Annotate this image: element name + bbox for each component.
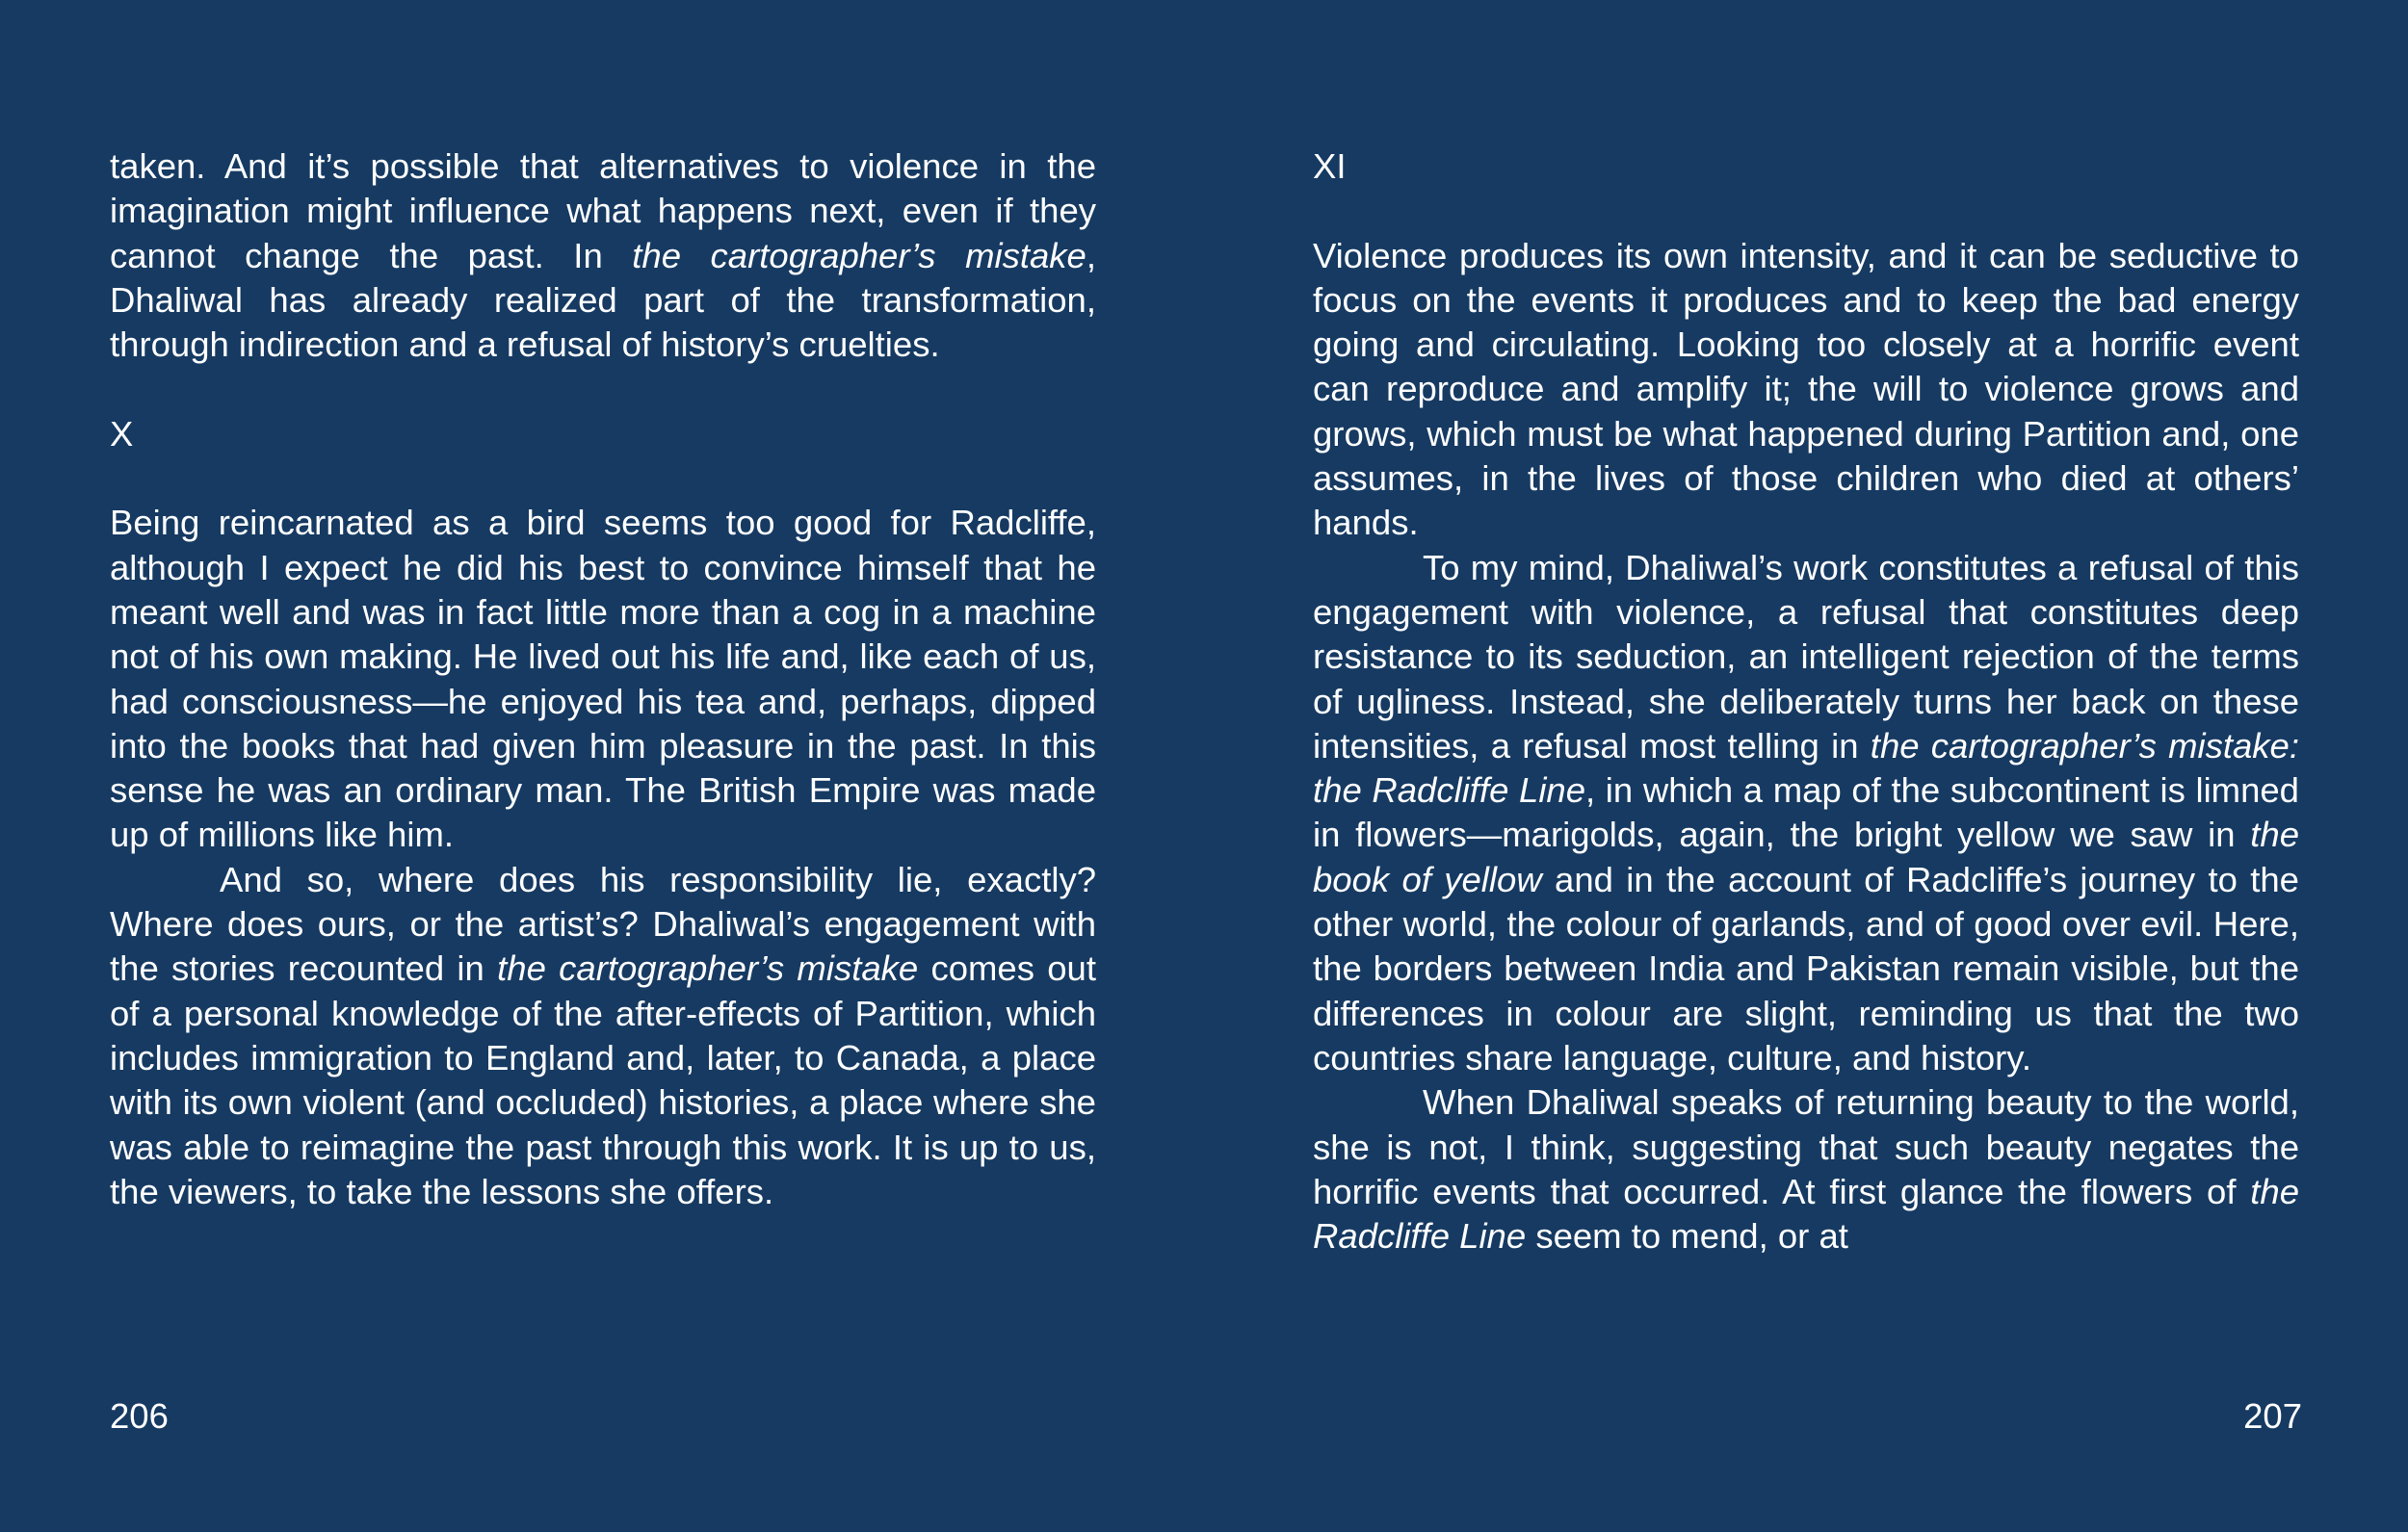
page-number-left: 206 — [110, 1396, 169, 1436]
text-run: To my mind, Dhaliwal’s work constitutes a refusal of this engagement with violence, a refusal that constitutes deep resistance to its seduction, an intelligent rejection of the terms of ugliness. Instead, she deliberately turns her back on these intensities, a refusal most telling in — [1313, 547, 2299, 766]
right-paragraph-1: Violence produces its own intensity, and it can be seductive to focus on the events it produces and to keep the bad energy going and circulating. Looking too closely at a horrific event can reproduce and amplify it; the will to violence grows and grows, which must be what happened during Partition and, one assumes, in the lives of those children who died at others’ hands. — [1313, 235, 2299, 543]
text-run: , Dhaliwal has already realized part of the transformation, through indirection and a refusal of history’s cruelties. — [110, 235, 1096, 365]
right-page — [1313, 144, 2299, 1259]
spacer — [110, 367, 1096, 411]
italic-title: the cartographer’s mistake: the Radcliffe Line — [1313, 725, 2299, 811]
italic-title: the Radcliffe Line — [1313, 1171, 2299, 1257]
text-run: When Dhaliwal speaks of returning beauty to the world, she is not, I think, suggesting that such beauty negates the horrific events that occurred. At first glance the flowers of — [1313, 1082, 2299, 1211]
section-heading-x: X — [110, 413, 134, 454]
section-heading-xi: XI — [1313, 146, 1347, 186]
text-run: comes out of a personal knowledge of the after-effects of Partition, which includes immigration to England and, later, to Canada, a place with its own violent (and occluded) histories, a place where she was able to reimagine the past through this work. It is up to us, the viewers, to take the lessons she offers. — [110, 948, 1096, 1211]
text-run: seem to mend, or at — [1526, 1216, 1848, 1257]
right-paragraph-3 — [1313, 1080, 2299, 1259]
text-run: and in the account of Radcliffe’s journey to the other world, the colour of garlands, and of good over evil. Here, the borders between India and Pakistan remain visible, but the differences in colour are slight, reminding us that the two countries share language, culture, and history. — [1313, 859, 2299, 1078]
page-number-right: 207 — [2243, 1396, 2302, 1436]
spacer — [1313, 189, 2299, 233]
text-run: And so, where does his responsibility lie, exactly? Where does ours, or the artist’s? Dhaliwal’s engagement with the stories recounted in — [110, 859, 1096, 989]
italic-title: the book of yellow — [1313, 815, 2299, 899]
italic-title: the cartographer’s mistake — [632, 235, 1086, 275]
right-paragraph-2 — [1313, 546, 2299, 1081]
left-page — [110, 144, 1096, 1214]
left-paragraph-2: Being reincarnated as a bird seems too good for Radcliffe, although I expect he did his best to convince himself that he meant well and was in fact little more than a cog in a machine not of his own making. He lived out his life and, like each of us, had consciousness—he enjoyed his tea and, perhaps, dipped into the books that had given him pleasure in the past. In this sense he was an ordinary man. The British Empire was made up of millions like him. — [110, 503, 1096, 855]
italic-title: the cartographer’s mistake — [497, 948, 919, 989]
text-run: taken. And it’s possible that alternatives to violence in the imagination might influence what happens next, even if they cannot change the past. In — [110, 146, 1096, 275]
spacer — [110, 456, 1096, 501]
left-paragraph-1 — [110, 144, 1096, 367]
text-run: , in which a map of the subcontinent is limned in flowers—marigolds, again, the bright yellow we saw in — [1313, 770, 2299, 855]
left-paragraph-3 — [110, 858, 1096, 1214]
